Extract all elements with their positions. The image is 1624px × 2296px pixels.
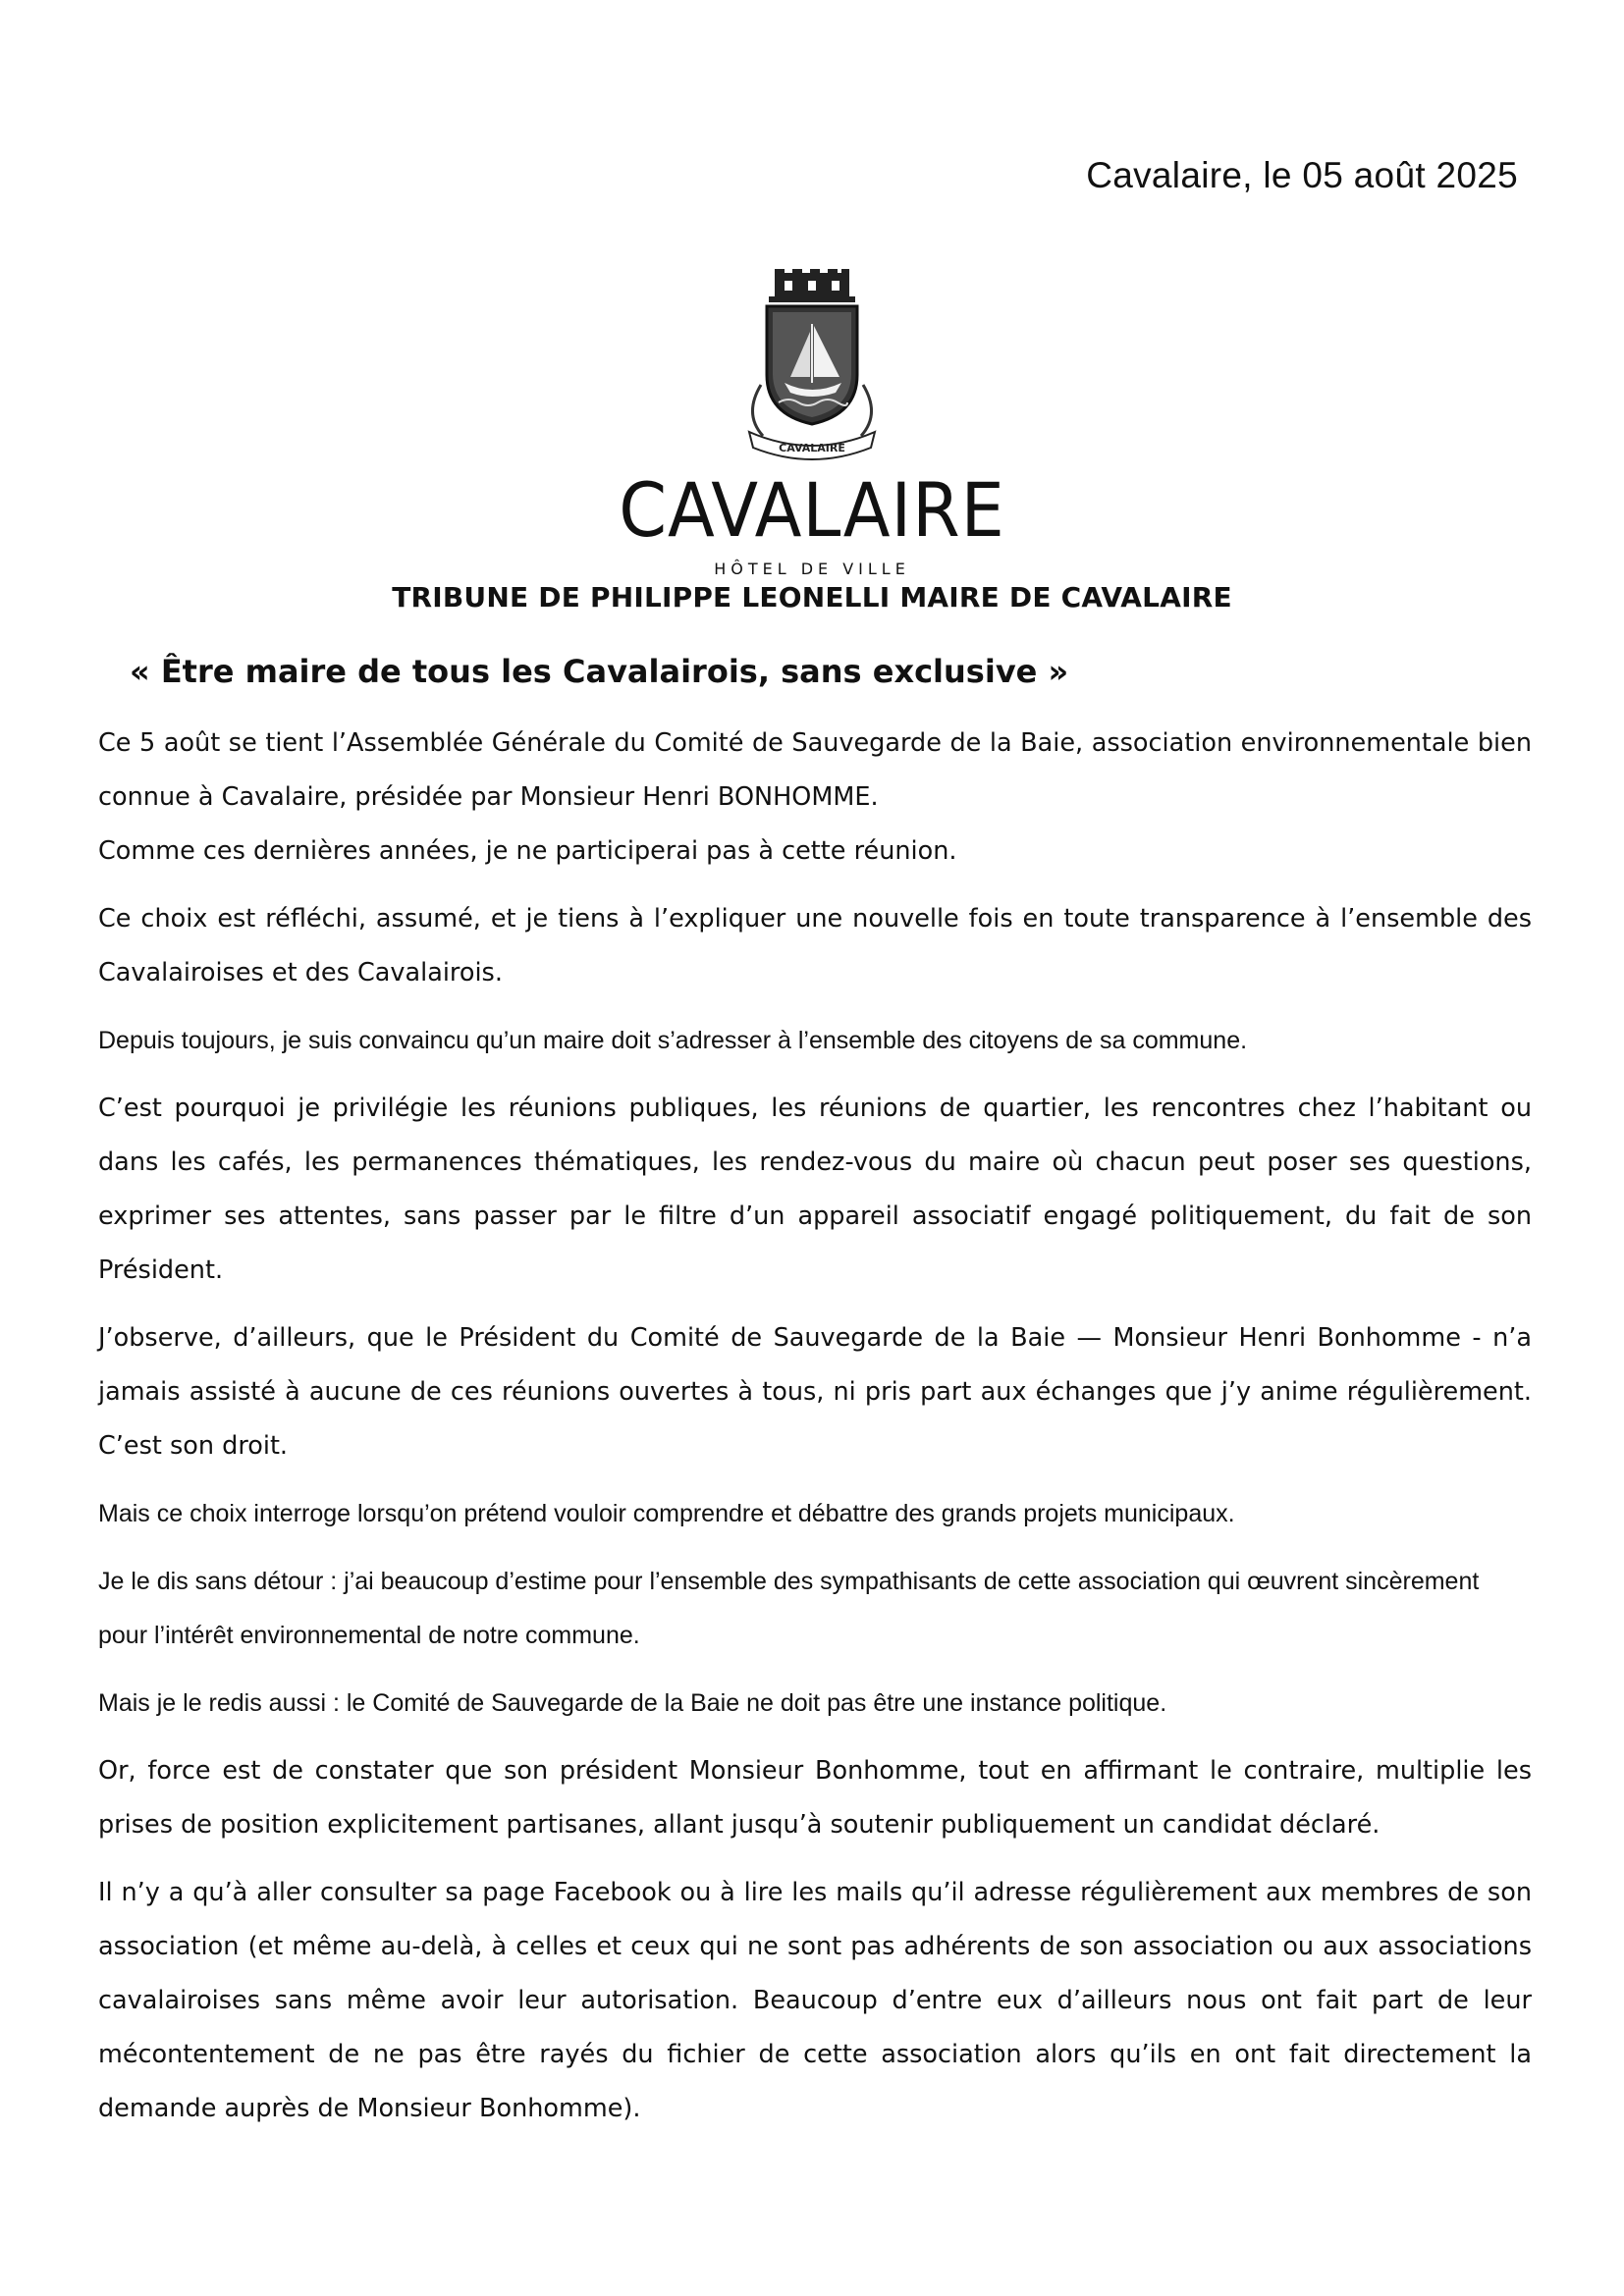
document-date: Cavalaire, le 05 août 2025 <box>1086 155 1518 195</box>
paragraph: Mais ce choix interroge lorsqu’on prétend vouloir comprendre et débattre des grands projets municipaux. <box>98 1500 1235 1527</box>
paragraph: C’est pourquoi je privilégie les réunions publiques, les réunions de quartier, les rencontres chez l’habitant ou dans les cafés, les permanences thématiques, les rendez-vous du maire où chacun peut poser ses questions, exprimer ses attentes, sans passer par le filtre d’un appareil associatif engagé politiquement, du fait de son Président. <box>98 1094 1532 1285</box>
cavalaire-coat-of-arms-icon <box>724 267 900 463</box>
paragraph: Comme ces dernières années, je ne participerai pas à cette réunion. <box>98 836 957 866</box>
paragraph: Mais je le redis aussi : le Comité de Sauvegarde de la Baie ne doit pas être une instance politique. <box>98 1689 1167 1717</box>
logo-subtitle: HÔTEL DE VILLE <box>714 560 910 578</box>
paragraph: Il n’y a qu’à aller consulter sa page Facebook ou à lire les mails qu’il adresse régulièrement aux membres de son association (et même au-delà, à celles et ceux qui ne sont pas adhérents de son association ou aux associations cavalairoises sans même avoir leur autorisation. Beaucoup d’entre eux d’ailleurs nous ont fait part de leur mécontentement de ne pas être rayés du fichier de cette association alors qu’ils en ont fait directement la demande auprès de Monsieur Bonhomme). <box>98 1878 1532 2123</box>
paragraph: Or, force est de constater que son président Monsieur Bonhomme, tout en affirmant le contraire, multiplie les prises de position explicitement partisanes, allant jusqu’à soutenir publiquement un candidat déclaré. <box>98 1756 1532 1840</box>
svg-text:CAVALAIRE: CAVALAIRE <box>779 442 845 454</box>
document-title: TRIBUNE DE PHILIPPE LEONELLI MAIRE DE CAVALAIRE <box>392 581 1232 614</box>
paragraph: Ce choix est réfléchi, assumé, et je tiens à l’expliquer une nouvelle fois en toute transparence à l’ensemble des Cavalairoises et des Cavalairois. <box>98 904 1532 988</box>
logo-wordmark: CAVALAIRE <box>619 466 1005 554</box>
paragraph: Depuis toujours, je suis convaincu qu’un maire doit s’adresser à l’ensemble des citoyens de sa commune. <box>98 1027 1248 1054</box>
paragraph: J’observe, d’ailleurs, que le Président du Comité de Sauvegarde de la Baie — Monsieur Henri Bonhomme - n’a jamais assisté à aucune de ces réunions ouvertes à tous, ni pris part aux échanges que j’y anime régulièrement. C’est son droit. <box>98 1323 1532 1461</box>
document-subtitle: « Être maire de tous les Cavalairois, sans exclusive » <box>130 653 1069 690</box>
paragraph: Je le dis sans détour : j’ai beaucoup d’estime pour l’ensemble des sympathisants de cette association qui œuvrent sincèrement pour l’intérêt environnemental de notre commune. <box>98 1568 1480 1649</box>
paragraph: Ce 5 août se tient l’Assemblée Générale du Comité de Sauvegarde de la Baie, association environnementale bien connue à Cavalaire, présidée par Monsieur Henri BONHOMME. <box>98 728 1532 812</box>
document-body <box>98 717 1532 2150</box>
city-hall-logo <box>0 267 1624 578</box>
